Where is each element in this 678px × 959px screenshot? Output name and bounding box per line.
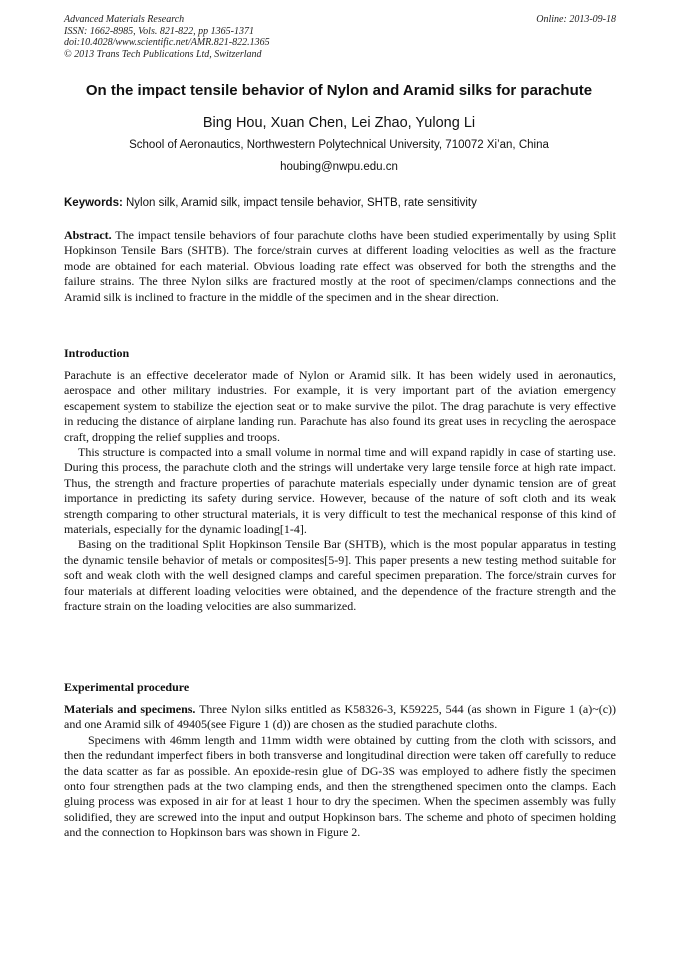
author-email: houbing@nwpu.edu.cn <box>280 161 398 173</box>
journal-header <box>64 14 616 60</box>
online-date: Online: 2013-09-18 <box>536 14 616 25</box>
keywords-text: Nylon silk, Aramid silk, impact tensile behavior, SHTB, rate sensitivity <box>122 197 477 209</box>
paper-title: On the impact tensile behavior of Nylon and Aramid silks for parachute <box>85 82 593 99</box>
experimental-paragraph-2: Specimens with 46mm length and 11mm width were obtained by cutting from the cloth with scissors, and then the redundant imperfect fibers in both transverse and longitudinal direction were taken off carefully to reduce the data scatter as far as possible. An epoxide-resin glue of DG-3S was employed to adhere fistly the specimen onto four strengthen pads at the two clamping ends, and then the strengthened specimen onto the clamps. Each gluing process was exposed in air for at least 1 hour to dry the specimen. When the specimen assembly was fully solidified, they are screwed into the input and output Hopkinson bars. The scheme and photo of specimen holding and the connection to Hopkinson bars was shown in Figure 2. <box>64 732 616 840</box>
intro-paragraph-3: Basing on the traditional Split Hopkinson Tensile Bar (SHTB), which is the most popular apparatus in testing the dynamic tensile behavior of metals or composites[5-9]. This paper presents a new testing method suitable for soft and weak cloth with the well designed clamps and careful specimen preparation. The force/strain curves for four materials at different loading velocities were obtained, and the dependence of the fracture strength and the fracture strain on the loading velocities are also summarized. <box>64 537 616 614</box>
materials-label: Materials and specimens. <box>64 702 196 716</box>
introduction-body <box>64 368 616 615</box>
experimental-body <box>64 702 616 841</box>
introduction-heading: Introduction <box>64 346 130 360</box>
intro-paragraph-1: Parachute is an effective decelerator made of Nylon or Aramid silk. It has been widely used in aeronautics, aerospace and other military industries. For example, it is very important part of the aviation emergency escapement system to stabilize the ejection seat or to make survive the pilot. The drag parachute is very effective in reducing the distance of airplane landing run. Parachute has also found its great uses in recycling the aerospace craft, dropping the relief supplies and troops. <box>64 368 616 444</box>
affiliation: School of Aeronautics, Northwestern Polytechnical University, 710072 Xi’an, China <box>129 139 549 151</box>
intro-paragraph-2: This structure is compacted into a small volume in normal time and will expand rapidly in case of starting use. During this process, the parachute cloth and the strings will undertake very large tensile force at high rate impact. Thus, the strength and fracture properties of parachute materials especially under dynamic tension are of great importance in predicting its safety during service. However, because of the nature of soft cloth and its weak strength comparing to other structural materials, it is very difficult to test the mechanical response of this kind of materials, especially for the dynamic loading[1-4]. <box>64 445 616 537</box>
keywords <box>64 196 616 211</box>
abstract-label: Abstract. <box>64 228 112 242</box>
keywords-label: Keywords: <box>64 197 123 209</box>
journal-name: Advanced Materials Research <box>64 14 185 25</box>
materials-text: Three Nylon silks entitled as K58326-3, K59225, 544 (as shown in Figure 1 (a)~(c)) and one Aramid silk of 49405(see Figure 1 (d)) are chosen as the studied parachute cloths. <box>64 702 617 732</box>
author-list: Bing Hou, Xuan Chen, Lei Zhao, Yulong Li <box>202 115 476 131</box>
copyright-line: © 2013 Trans Tech Publications Ltd, Switzerland <box>64 48 262 60</box>
doi-line: doi:10.4028/www.scientific.net/AMR.821-822.1365 <box>64 37 270 48</box>
issn-line: ISSN: 1662-8985, Vols. 821-822, pp 1365-1371 <box>64 25 254 37</box>
experimental-heading: Experimental procedure <box>64 680 190 694</box>
abstract <box>64 228 616 305</box>
abstract-text: The impact tensile behaviors of four parachute cloths have been studied experimentally by using Split Hopkinson Tensile Bars (SHTB). The force/strain curves at different loading velocities as well as the fracture mode are obtained for each material. Obvious loading rate effect was observed for both the strengths and the failure strains. The three Nylon silks are fractured mostly at the root of specimen/clamps connections and the Aramid silk is inclined to fracture in the middle of the specimen and in the shear direction. <box>64 228 616 304</box>
